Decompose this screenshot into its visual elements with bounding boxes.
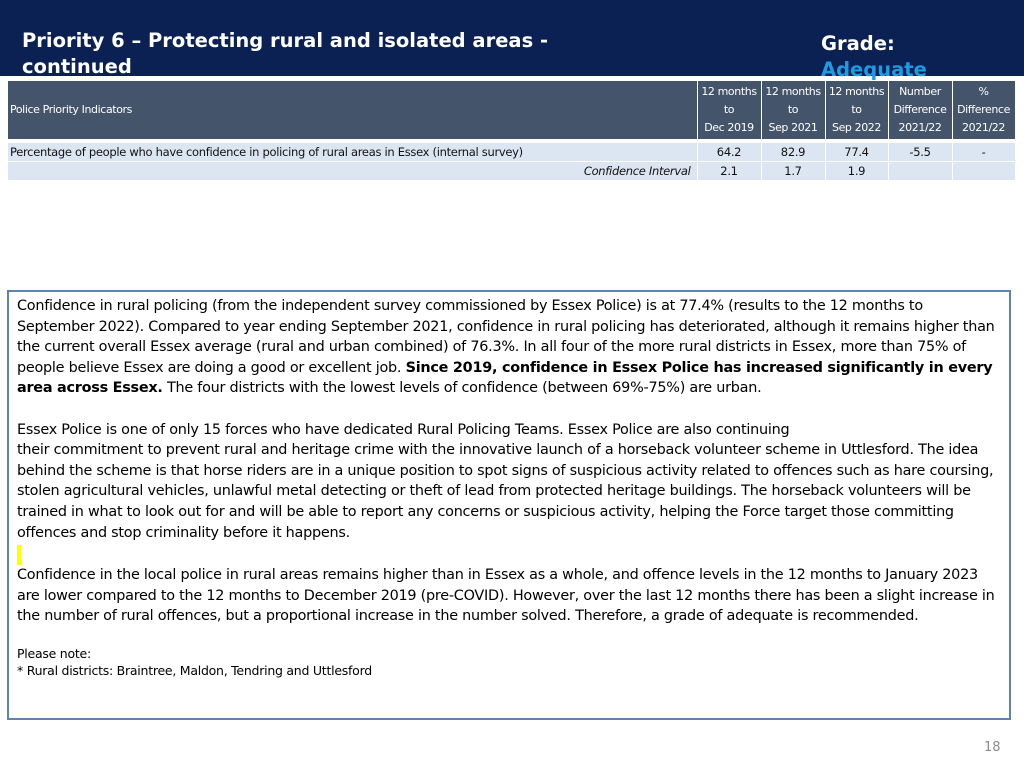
- commentary-text: Confidence in rural policing (from the independent survey commissioned by Essex Police) is at 77.4% (results to the 12 months to September 2022). Compared to year ending September 2021, confidence in rural policing has deteriorated, although it remains higher than the current overall Essex average (rural and urban combined) of 76.3%. In all four of the more rural districts in Essex, more than 75% of people believe Essex are doing a good or excellent job.: [17, 298, 995, 376]
- grade-label: Grade:: [821, 32, 895, 55]
- table-cell: [952, 162, 1015, 181]
- table-cell: 77.4: [825, 143, 888, 162]
- note-label: Please note:: [17, 645, 91, 661]
- column-header-line: 2021/22: [898, 121, 942, 134]
- table-cell: -: [952, 143, 1015, 162]
- text-cursor-highlight: [17, 545, 21, 565]
- column-header-dec-2019: [697, 81, 761, 139]
- grade-block: [821, 31, 927, 83]
- table-cell: 1.7: [761, 162, 825, 181]
- table-cell: 82.9: [761, 143, 825, 162]
- commentary-emphasis: Since 2019, confidence in Essex Police has increased significantly in every area across Essex.: [17, 359, 993, 397]
- column-header-sep-2022: [825, 81, 888, 139]
- commentary-text: The four districts with the lowest levels of confidence (between 69%-75%) are urban.: [162, 380, 762, 397]
- column-header-line: Difference: [957, 103, 1010, 116]
- page-title: Priority 6 – Protecting rural and isolated areas - continued: [22, 29, 549, 78]
- table-row: [8, 162, 1015, 181]
- commentary-box: [7, 290, 1011, 720]
- table-cell: 2.1: [697, 162, 761, 181]
- commentary-paragraph: Confidence in the local police in rural areas remains higher than in Essex as a whole, and offence levels in the 12 months to January 2023 are lower compared to the 12 months to December 2019 (pre-COVID). However, over the last 12 months there has been a slight increase in the number of rural offences, but a proportional increase in the number solved. Therefore, a grade of adequate is recommended.: [17, 567, 995, 625]
- column-header-indicator: Police Priority Indicators: [8, 81, 697, 139]
- column-header-sep-2021: [761, 81, 825, 139]
- column-header-line: %: [978, 85, 989, 98]
- column-header-line: 2021/22: [962, 121, 1005, 134]
- table-header-row: [8, 81, 1015, 139]
- column-header-line: to: [723, 103, 735, 116]
- column-header-line: 12 months: [765, 85, 821, 98]
- page-number: 18: [984, 740, 1001, 755]
- note-text: * Rural districts: Braintree, Maldon, Tendring and Uttlesford: [17, 662, 372, 678]
- row-label: Confidence Interval: [8, 162, 697, 181]
- column-header-line: 12 months: [828, 85, 885, 98]
- table-cell: 1.9: [825, 162, 888, 181]
- commentary-paragraph: [17, 420, 1001, 544]
- column-header-line: to: [851, 103, 862, 116]
- column-header-line: Sep 2022: [831, 121, 882, 134]
- column-header-line: Sep 2021: [768, 121, 818, 134]
- commentary-text: Essex Police is one of only 15 forces who have dedicated Rural Policing Teams. Essex Police are also continuing: [17, 421, 790, 438]
- column-header-line: Dec 2019: [704, 121, 754, 134]
- table-row: [8, 143, 1015, 162]
- column-header-number-difference: [888, 81, 952, 139]
- table-cell: [888, 162, 952, 181]
- row-label: Percentage of people who have confidence in policing of rural areas in Essex (internal survey): [8, 143, 697, 162]
- table-cell: -5.5: [888, 143, 952, 162]
- commentary-text: their commitment to prevent rural and heritage crime with the innovative launch of a horseback volunteer scheme in Uttlesford. The idea behind the scheme is that horse riders are in a unique position to spot signs of suspicious activity related to offences such as hare coursing, stolen agricultural vehicles, unlawful metal detecting or theft of lead from protected heritage buildings. The horseback volunteers will be trained in what to look out for and will be able to report any concerns or suspicious activity, helping the Force target those committing offences and stop criminality before it happens.: [17, 442, 994, 541]
- column-header-percent-difference: [952, 81, 1015, 139]
- column-header-line: Difference: [893, 103, 947, 116]
- column-header-line: Number: [899, 85, 941, 98]
- indicator-table: [8, 81, 1016, 180]
- commentary-paragraph: [17, 296, 1001, 399]
- table-cell: 64.2: [697, 143, 761, 162]
- grade-value: Adequate: [821, 58, 927, 81]
- column-header-line: 12 months: [701, 85, 757, 98]
- column-header-line: to: [787, 103, 799, 116]
